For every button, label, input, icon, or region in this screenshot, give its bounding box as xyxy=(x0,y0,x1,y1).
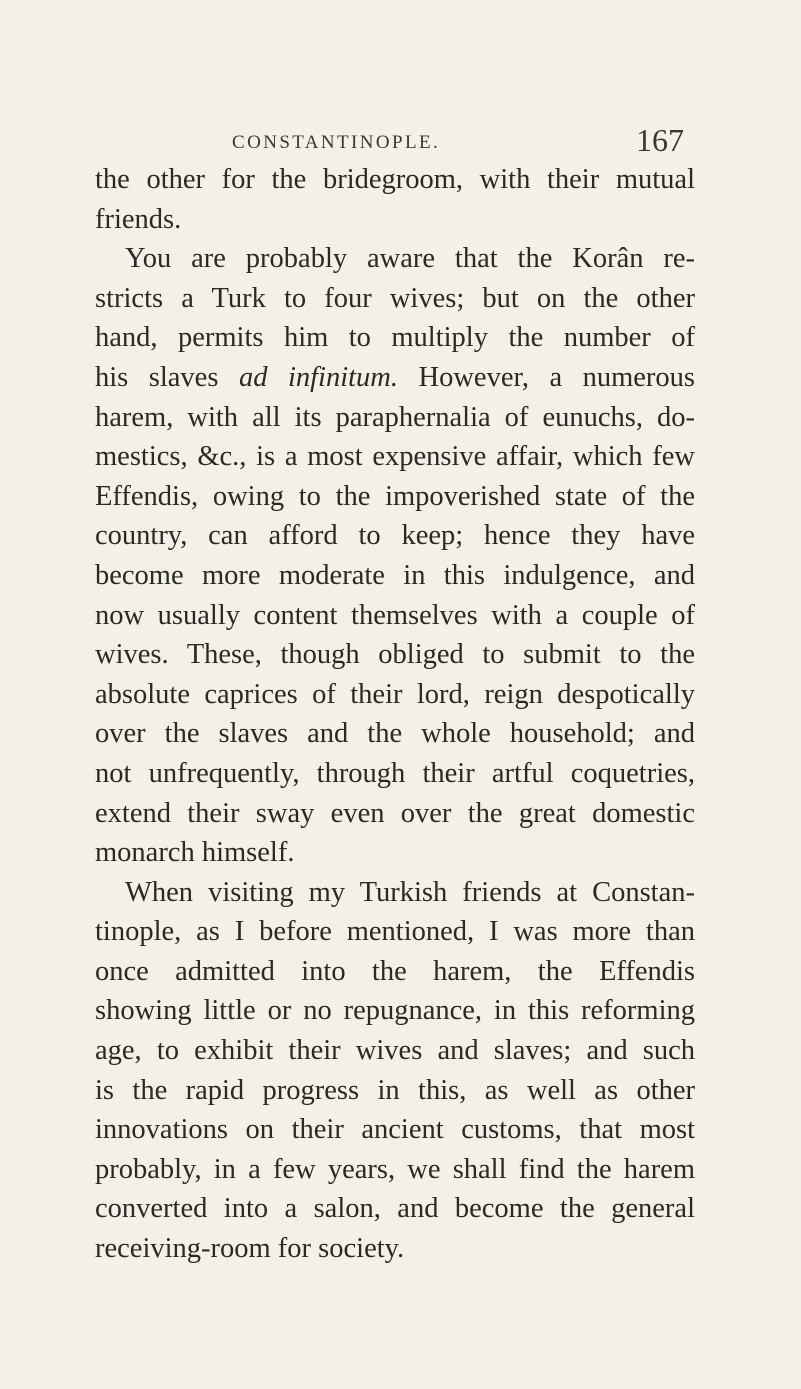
text-line: absolute caprices of their lord, reign despotically xyxy=(95,678,695,710)
text-line: not unfrequently, through their artful coquetries, xyxy=(95,757,695,789)
text-line: mestics, &c., is a most expensive affair, which few xyxy=(95,441,695,473)
text-line: When visiting my Turkish friends at Constan- xyxy=(125,876,695,908)
text-line: over the slaves and the whole household; and xyxy=(95,718,695,750)
text-line: hand, permits him to multiply the number of xyxy=(95,322,695,354)
text-fragment: his slaves xyxy=(95,361,219,393)
text-line: converted into a salon, and become the general xyxy=(95,1193,695,1225)
text-line: monarch himself. xyxy=(95,837,295,869)
text-line: now usually content themselves with a couple of xyxy=(95,599,695,631)
text-line: showing little or no repugnance, in this reforming xyxy=(95,995,695,1027)
text-line: stricts a Turk to four wives; but on the other xyxy=(95,282,695,314)
text-line: Effendis, owing to the impoverished state of the xyxy=(95,480,695,512)
text-line: extend their sway even over the great domestic xyxy=(95,797,695,829)
text-line: wives. These, though obliged to submit to the xyxy=(95,639,695,671)
body-text xyxy=(95,160,695,1269)
text-line: innovations on their ancient customs, that most xyxy=(95,1114,695,1146)
page-number: 167 xyxy=(636,122,684,158)
text-line: once admitted into the harem, the Effendis xyxy=(95,955,695,987)
text-line: probably, in a few years, we shall find the harem xyxy=(95,1153,695,1185)
italic-phrase: ad infinitum. xyxy=(238,361,398,393)
text-line: harem, with all its paraphernalia of eunuchs, do- xyxy=(95,401,695,433)
text-line: the other for the bridegroom, with their mutual xyxy=(95,164,695,195)
text-line: friends. xyxy=(95,203,182,235)
text-line: become more moderate in this indulgence, and xyxy=(95,559,695,591)
text-line: You are probably aware that the Korân re- xyxy=(125,243,695,275)
text-line: age, to exhibit their wives and slaves; and such xyxy=(95,1035,695,1067)
text-fragment: However, a numerous xyxy=(418,361,696,393)
text-line: country, can afford to keep; hence they have xyxy=(95,520,695,552)
running-head: CONSTANTINOPLE. xyxy=(232,132,441,153)
text-line: receiving-room for society. xyxy=(95,1233,405,1265)
text-line xyxy=(95,358,695,398)
text-line: is the rapid progress in this, as well as other xyxy=(95,1074,695,1106)
text-line: tinople, as I before mentioned, I was more than xyxy=(95,916,695,948)
